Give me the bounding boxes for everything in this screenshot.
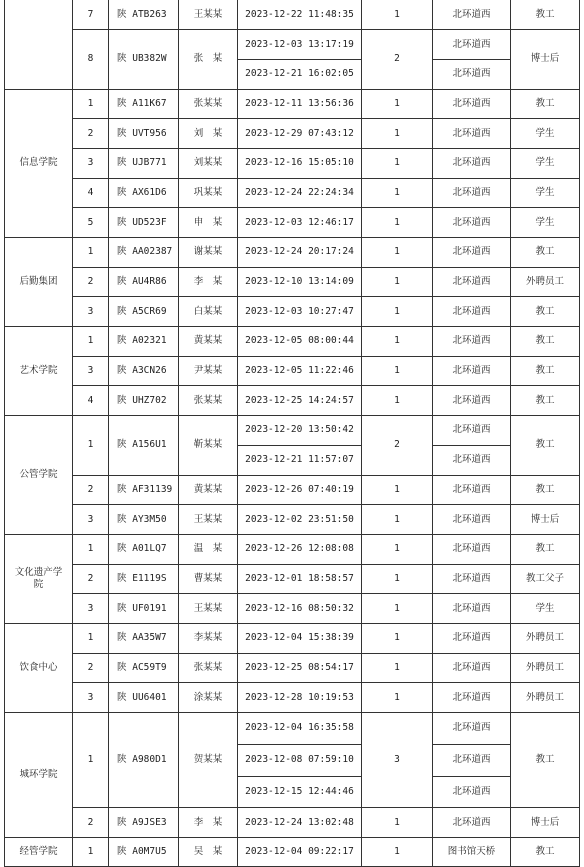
count-cell: 1 xyxy=(362,208,433,238)
identity-cell: 教工 xyxy=(511,0,580,30)
identity-cell: 学生 xyxy=(511,148,580,178)
owner-name-cell: 刘某某 xyxy=(179,148,238,178)
identity-cell: 外聘员工 xyxy=(511,267,580,297)
index-cell: 1 xyxy=(73,534,109,564)
location-cell: 北环道西 xyxy=(433,683,511,713)
identity-cell: 外聘员工 xyxy=(511,623,580,653)
owner-name-cell: 黄某某 xyxy=(179,327,238,357)
plate-number-cell: 陕 UVT956 xyxy=(109,119,179,149)
table-row xyxy=(5,267,580,297)
location-cell: 北环道西 xyxy=(433,713,511,745)
location-cell: 北环道西 xyxy=(433,808,511,838)
identity-cell: 教工 xyxy=(511,713,580,808)
owner-name-cell: 张某某 xyxy=(179,653,238,683)
owner-name-cell: 张 某 xyxy=(179,30,238,89)
index-cell: 1 xyxy=(73,238,109,268)
index-cell: 3 xyxy=(73,148,109,178)
index-cell: 5 xyxy=(73,208,109,238)
index-cell: 1 xyxy=(73,623,109,653)
identity-cell: 学生 xyxy=(511,208,580,238)
plate-number-cell: 陕 A3CN26 xyxy=(109,356,179,386)
plate-number-cell: 陕 AC59T9 xyxy=(109,653,179,683)
timestamp-cell: 2023-12-26 07:40:19 xyxy=(238,475,362,505)
identity-cell: 外聘员工 xyxy=(511,653,580,683)
table-row xyxy=(5,534,580,564)
index-cell: 1 xyxy=(73,713,109,808)
count-cell: 1 xyxy=(362,356,433,386)
plate-number-cell: 陕 UJB771 xyxy=(109,148,179,178)
index-cell: 4 xyxy=(73,386,109,416)
timestamp-cell: 2023-12-03 13:17:19 xyxy=(238,30,362,60)
timestamp-cell: 2023-12-08 07:59:10 xyxy=(238,744,362,776)
timestamp-cell: 2023-12-25 08:54:17 xyxy=(238,653,362,683)
index-cell: 3 xyxy=(73,505,109,535)
timestamp-cell: 2023-12-03 10:27:47 xyxy=(238,297,362,327)
table-body xyxy=(5,0,580,867)
index-cell: 8 xyxy=(73,30,109,89)
table-row xyxy=(5,416,580,446)
timestamp-cell: 2023-12-16 15:05:10 xyxy=(238,148,362,178)
index-cell: 2 xyxy=(73,808,109,838)
owner-name-cell: 白某某 xyxy=(179,297,238,327)
location-cell: 北环道西 xyxy=(433,416,511,446)
location-cell: 北环道西 xyxy=(433,653,511,683)
violation-record-table xyxy=(4,0,580,867)
table-row xyxy=(5,713,580,745)
count-cell: 1 xyxy=(362,89,433,119)
department-cell: 经管学院 xyxy=(5,837,73,866)
timestamp-cell: 2023-12-11 13:56:36 xyxy=(238,89,362,119)
table-row xyxy=(5,564,580,594)
plate-number-cell: 陕 AY3M50 xyxy=(109,505,179,535)
count-cell: 1 xyxy=(362,475,433,505)
identity-cell: 教工 xyxy=(511,327,580,357)
table-row xyxy=(5,837,580,866)
count-cell: 2 xyxy=(362,30,433,89)
identity-cell: 教工 xyxy=(511,416,580,475)
location-cell: 北环道西 xyxy=(433,59,511,89)
index-cell: 2 xyxy=(73,564,109,594)
location-cell: 图书馆天桥 xyxy=(433,837,511,866)
plate-number-cell: 陕 A0M7U5 xyxy=(109,837,179,866)
count-cell: 1 xyxy=(362,386,433,416)
location-cell: 北环道西 xyxy=(433,178,511,208)
plate-number-cell: 陕 UHZ702 xyxy=(109,386,179,416)
location-cell: 北环道西 xyxy=(433,776,511,808)
table-row xyxy=(5,623,580,653)
owner-name-cell: 靳某某 xyxy=(179,416,238,475)
table-row xyxy=(5,653,580,683)
timestamp-cell: 2023-12-24 20:17:24 xyxy=(238,238,362,268)
timestamp-cell: 2023-12-01 18:58:57 xyxy=(238,564,362,594)
location-cell: 北环道西 xyxy=(433,623,511,653)
location-cell: 北环道西 xyxy=(433,386,511,416)
identity-cell: 博士后 xyxy=(511,30,580,89)
owner-name-cell: 曹某某 xyxy=(179,564,238,594)
count-cell: 1 xyxy=(362,683,433,713)
plate-number-cell: 陕 UB382W xyxy=(109,30,179,89)
plate-number-cell: 陕 A11K67 xyxy=(109,89,179,119)
count-cell: 1 xyxy=(362,297,433,327)
location-cell: 北环道西 xyxy=(433,327,511,357)
index-cell: 3 xyxy=(73,297,109,327)
location-cell: 北环道西 xyxy=(433,564,511,594)
timestamp-cell: 2023-12-26 12:08:08 xyxy=(238,534,362,564)
index-cell: 3 xyxy=(73,683,109,713)
index-cell: 2 xyxy=(73,267,109,297)
plate-number-cell: 陕 A156U1 xyxy=(109,416,179,475)
owner-name-cell: 黄某某 xyxy=(179,475,238,505)
index-cell: 3 xyxy=(73,594,109,624)
location-cell: 北环道西 xyxy=(433,0,511,30)
table-row xyxy=(5,148,580,178)
owner-name-cell: 王某某 xyxy=(179,594,238,624)
owner-name-cell: 涂某某 xyxy=(179,683,238,713)
department-cell: 信息学院 xyxy=(5,89,73,237)
identity-cell: 教工 xyxy=(511,356,580,386)
table-row xyxy=(5,808,580,838)
table-row xyxy=(5,683,580,713)
index-cell: 1 xyxy=(73,327,109,357)
count-cell: 1 xyxy=(362,505,433,535)
plate-number-cell: 陕 ATB263 xyxy=(109,0,179,30)
table-row xyxy=(5,30,580,60)
table-row xyxy=(5,356,580,386)
department-cell xyxy=(5,0,73,89)
count-cell: 1 xyxy=(362,594,433,624)
location-cell: 北环道西 xyxy=(433,30,511,60)
index-cell: 7 xyxy=(73,0,109,30)
location-cell: 北环道西 xyxy=(433,208,511,238)
owner-name-cell: 张某某 xyxy=(179,89,238,119)
owner-name-cell: 李某某 xyxy=(179,623,238,653)
count-cell: 1 xyxy=(362,327,433,357)
timestamp-cell: 2023-12-29 07:43:12 xyxy=(238,119,362,149)
owner-name-cell: 李 某 xyxy=(179,808,238,838)
timestamp-cell: 2023-12-28 10:19:53 xyxy=(238,683,362,713)
timestamp-cell: 2023-12-05 08:00:44 xyxy=(238,327,362,357)
owner-name-cell: 王某某 xyxy=(179,0,238,30)
table-row xyxy=(5,89,580,119)
count-cell: 1 xyxy=(362,534,433,564)
table-row xyxy=(5,386,580,416)
timestamp-cell: 2023-12-02 23:51:50 xyxy=(238,505,362,535)
timestamp-cell: 2023-12-04 09:22:17 xyxy=(238,837,362,866)
plate-number-cell: 陕 UF0191 xyxy=(109,594,179,624)
timestamp-cell: 2023-12-21 16:02:05 xyxy=(238,59,362,89)
location-cell: 北环道西 xyxy=(433,356,511,386)
index-cell: 2 xyxy=(73,653,109,683)
department-cell: 公管学院 xyxy=(5,416,73,535)
timestamp-cell: 2023-12-04 15:38:39 xyxy=(238,623,362,653)
index-cell: 1 xyxy=(73,416,109,475)
plate-number-cell: 陕 AU4R86 xyxy=(109,267,179,297)
table-row xyxy=(5,208,580,238)
identity-cell: 教工 xyxy=(511,238,580,268)
location-cell: 北环道西 xyxy=(433,119,511,149)
count-cell: 1 xyxy=(362,837,433,866)
timestamp-cell: 2023-12-04 16:35:58 xyxy=(238,713,362,745)
count-cell: 3 xyxy=(362,713,433,808)
count-cell: 1 xyxy=(362,623,433,653)
count-cell: 1 xyxy=(362,0,433,30)
department-cell: 饮食中心 xyxy=(5,623,73,712)
timestamp-cell: 2023-12-15 12:44:46 xyxy=(238,776,362,808)
table-row xyxy=(5,178,580,208)
plate-number-cell: 陕 AA02387 xyxy=(109,238,179,268)
owner-name-cell: 王某某 xyxy=(179,505,238,535)
identity-cell: 博士后 xyxy=(511,808,580,838)
plate-number-cell: 陕 A9JSE3 xyxy=(109,808,179,838)
table-row xyxy=(5,297,580,327)
timestamp-cell: 2023-12-24 13:02:48 xyxy=(238,808,362,838)
owner-name-cell: 张某某 xyxy=(179,386,238,416)
identity-cell: 教工 xyxy=(511,89,580,119)
index-cell: 3 xyxy=(73,356,109,386)
plate-number-cell: 陕 AX61D6 xyxy=(109,178,179,208)
identity-cell: 教工 xyxy=(511,837,580,866)
owner-name-cell: 贺某某 xyxy=(179,713,238,808)
department-cell: 艺术学院 xyxy=(5,327,73,416)
count-cell: 1 xyxy=(362,238,433,268)
location-cell: 北环道西 xyxy=(433,594,511,624)
location-cell: 北环道西 xyxy=(433,534,511,564)
index-cell: 1 xyxy=(73,89,109,119)
department-cell: 文化遗产学院 xyxy=(5,534,73,623)
owner-name-cell: 巩某某 xyxy=(179,178,238,208)
timestamp-cell: 2023-12-21 11:57:07 xyxy=(238,445,362,475)
identity-cell: 教工父子 xyxy=(511,564,580,594)
identity-cell: 学生 xyxy=(511,594,580,624)
plate-number-cell: 陕 UD523F xyxy=(109,208,179,238)
location-cell: 北环道西 xyxy=(433,148,511,178)
table-row xyxy=(5,327,580,357)
timestamp-cell: 2023-12-24 22:24:34 xyxy=(238,178,362,208)
index-cell: 2 xyxy=(73,119,109,149)
identity-cell: 学生 xyxy=(511,119,580,149)
owner-name-cell: 刘 某 xyxy=(179,119,238,149)
plate-number-cell: 陕 UU6401 xyxy=(109,683,179,713)
table-row xyxy=(5,475,580,505)
count-cell: 1 xyxy=(362,808,433,838)
identity-cell: 教工 xyxy=(511,386,580,416)
identity-cell: 学生 xyxy=(511,178,580,208)
timestamp-cell: 2023-12-10 13:14:09 xyxy=(238,267,362,297)
table-row xyxy=(5,594,580,624)
table-row xyxy=(5,238,580,268)
timestamp-cell: 2023-12-25 14:24:57 xyxy=(238,386,362,416)
count-cell: 1 xyxy=(362,267,433,297)
location-cell: 北环道西 xyxy=(433,89,511,119)
department-cell: 城环学院 xyxy=(5,713,73,838)
location-cell: 北环道西 xyxy=(433,475,511,505)
index-cell: 4 xyxy=(73,178,109,208)
plate-number-cell: 陕 A02321 xyxy=(109,327,179,357)
plate-number-cell: 陕 AA35W7 xyxy=(109,623,179,653)
timestamp-cell: 2023-12-16 08:50:32 xyxy=(238,594,362,624)
count-cell: 2 xyxy=(362,416,433,475)
plate-number-cell: 陕 AF31139 xyxy=(109,475,179,505)
location-cell: 北环道西 xyxy=(433,267,511,297)
index-cell: 2 xyxy=(73,475,109,505)
plate-number-cell: 陕 E1119S xyxy=(109,564,179,594)
location-cell: 北环道西 xyxy=(433,445,511,475)
index-cell: 1 xyxy=(73,837,109,866)
timestamp-cell: 2023-12-22 11:48:35 xyxy=(238,0,362,30)
owner-name-cell: 申 某 xyxy=(179,208,238,238)
identity-cell: 教工 xyxy=(511,475,580,505)
identity-cell: 博士后 xyxy=(511,505,580,535)
count-cell: 1 xyxy=(362,564,433,594)
owner-name-cell: 温 某 xyxy=(179,534,238,564)
count-cell: 1 xyxy=(362,119,433,149)
count-cell: 1 xyxy=(362,148,433,178)
timestamp-cell: 2023-12-20 13:50:42 xyxy=(238,416,362,446)
table-row xyxy=(5,505,580,535)
location-cell: 北环道西 xyxy=(433,505,511,535)
table-row xyxy=(5,119,580,149)
identity-cell: 教工 xyxy=(511,534,580,564)
department-cell: 后勤集团 xyxy=(5,238,73,327)
plate-number-cell: 陕 A01LQ7 xyxy=(109,534,179,564)
plate-number-cell: 陕 A5CR69 xyxy=(109,297,179,327)
timestamp-cell: 2023-12-03 12:46:17 xyxy=(238,208,362,238)
plate-number-cell: 陕 A980D1 xyxy=(109,713,179,808)
count-cell: 1 xyxy=(362,653,433,683)
identity-cell: 外聘员工 xyxy=(511,683,580,713)
identity-cell: 教工 xyxy=(511,297,580,327)
owner-name-cell: 李 某 xyxy=(179,267,238,297)
owner-name-cell: 吴 某 xyxy=(179,837,238,866)
owner-name-cell: 谢某某 xyxy=(179,238,238,268)
location-cell: 北环道西 xyxy=(433,238,511,268)
location-cell: 北环道西 xyxy=(433,297,511,327)
owner-name-cell: 尹某某 xyxy=(179,356,238,386)
count-cell: 1 xyxy=(362,178,433,208)
table-row xyxy=(5,0,580,30)
timestamp-cell: 2023-12-05 11:22:46 xyxy=(238,356,362,386)
location-cell: 北环道西 xyxy=(433,744,511,776)
